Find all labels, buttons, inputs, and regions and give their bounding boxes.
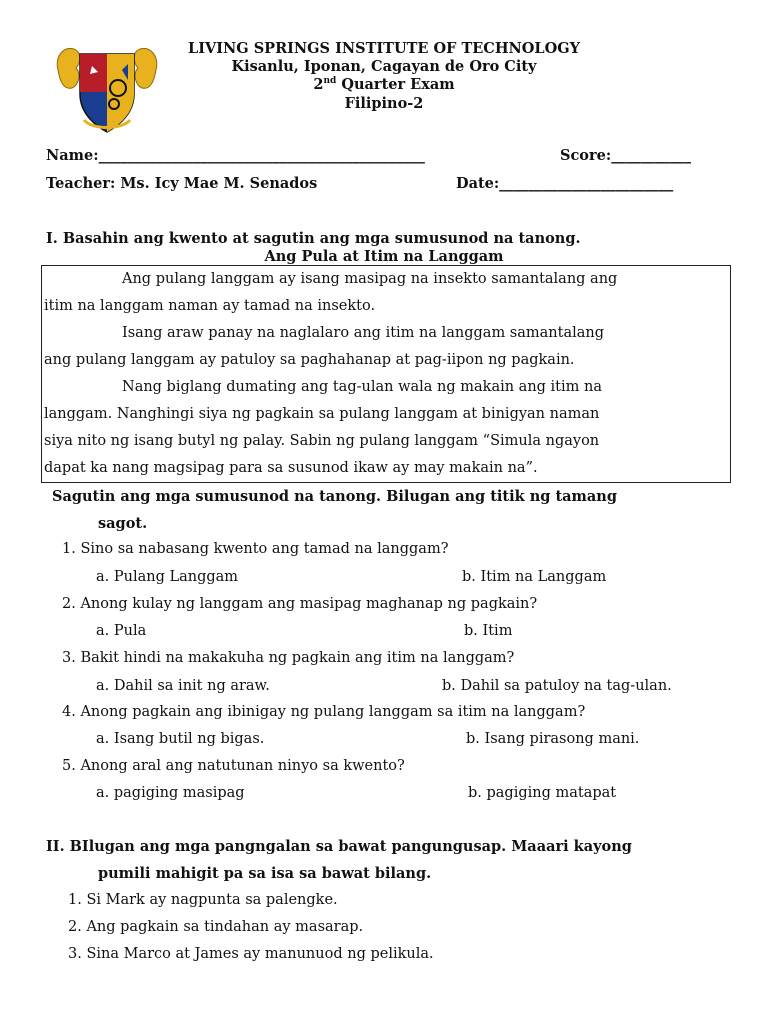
score-field[interactable]: Score:___________ <box>560 147 691 164</box>
subject-title: Filipino-2 <box>344 95 424 112</box>
story-line: Isang araw panay na naglalaro ang itim na langgam samantalang <box>122 325 604 341</box>
question-2: 2. Anong kulay ng langgam ang masipag maghanap ng pagkain? <box>62 596 538 612</box>
part2-item-2: 2. Ang pagkain sa tindahan ay masarap. <box>68 919 364 935</box>
question-5: 5. Anong aral ang natutunan ninyo sa kwento? <box>62 758 405 774</box>
school-address: Kisanlu, Iponan, Cagayan de Oro City <box>231 58 537 75</box>
choice-b[interactable]: b. Itim na Langgam <box>462 569 607 585</box>
story-line: itim na langgam naman ay tamad na insekto. <box>44 298 376 314</box>
teacher-label: Teacher: Ms. Icy Mae M. Senados <box>46 175 318 192</box>
choice-a[interactable]: a. Dahil sa init ng araw. <box>96 678 270 694</box>
story-line: dapat ka nang magsipag para sa susunod ikaw ay may makain na”. <box>44 460 538 476</box>
date-field[interactable]: Date:________________________ <box>456 175 674 192</box>
story-line: langgam. Nanghingi siya ng pagkain sa pulang langgam at binigyan naman <box>44 406 600 422</box>
sub-instruction-cont: sagot. <box>98 515 148 532</box>
part2-instruction-cont: pumili mahigit pa sa isa sa bawat bilang. <box>98 865 432 882</box>
choice-b[interactable]: b. Itim <box>464 623 513 639</box>
question-1: 1. Sino sa nabasang kwento ang tamad na langgam? <box>62 541 449 557</box>
exam-title <box>0 76 768 93</box>
school-name: LIVING SPRINGS INSTITUTE OF TECHNOLOGY <box>188 40 580 57</box>
part2-item-3: 3. Sina Marco at James ay manunuod ng pelikula. <box>68 946 434 962</box>
exam-title-rest: Quarter Exam <box>336 76 455 93</box>
choice-a[interactable]: a. Pulang Langgam <box>96 569 239 585</box>
part2-item-1: 1. Si Mark ay nagpunta sa palengke. <box>68 892 338 908</box>
choice-a[interactable]: a. Isang butil ng bigas. <box>96 731 265 747</box>
story-line: Ang pulang langgam ay isang masipag na insekto samantalang ang <box>122 271 618 287</box>
exam-number: 2 <box>313 76 324 93</box>
exam-ordinal: nd <box>323 76 337 87</box>
sub-instruction: Sagutin ang mga sumusunod na tanong. Bilugan ang titik ng tamang <box>52 488 617 505</box>
story-line: siya nito ng isang butyl ng palay. Sabin ng pulang langgam “Simula ngayon <box>44 433 600 449</box>
choice-b[interactable]: b. Dahil sa patuloy na tag-ulan. <box>442 678 672 694</box>
choice-a[interactable]: a. Pula <box>96 623 147 639</box>
story-line: ang pulang langgam ay patuloy sa paghahanap at pag-iipon ng pagkain. <box>44 352 575 368</box>
question-3: 3. Bakit hindi na makakuha ng pagkain ang itim na langgam? <box>62 650 515 666</box>
choice-a[interactable]: a. pagiging masipag <box>96 785 245 801</box>
name-field[interactable]: Name:_____________________________________________ <box>46 147 425 164</box>
story-title: Ang Pula at Itim na Langgam <box>264 248 504 265</box>
question-4: 4. Anong pagkain ang ibinigay ng pulang langgam sa itim na langgam? <box>62 704 586 720</box>
story-line: Nang biglang dumating ang tag-ulan wala ng makain ang itim na <box>122 379 602 395</box>
part2-instruction: II. BIlugan ang mga pangngalan sa bawat pangungusap. Maaari kayong <box>46 838 632 855</box>
choice-b[interactable]: b. Isang pirasong mani. <box>466 731 640 747</box>
part1-instruction: I. Basahin ang kwento at sagutin ang mga sumusunod na tanong. <box>46 230 581 247</box>
choice-b[interactable]: b. pagiging matapat <box>468 785 617 801</box>
